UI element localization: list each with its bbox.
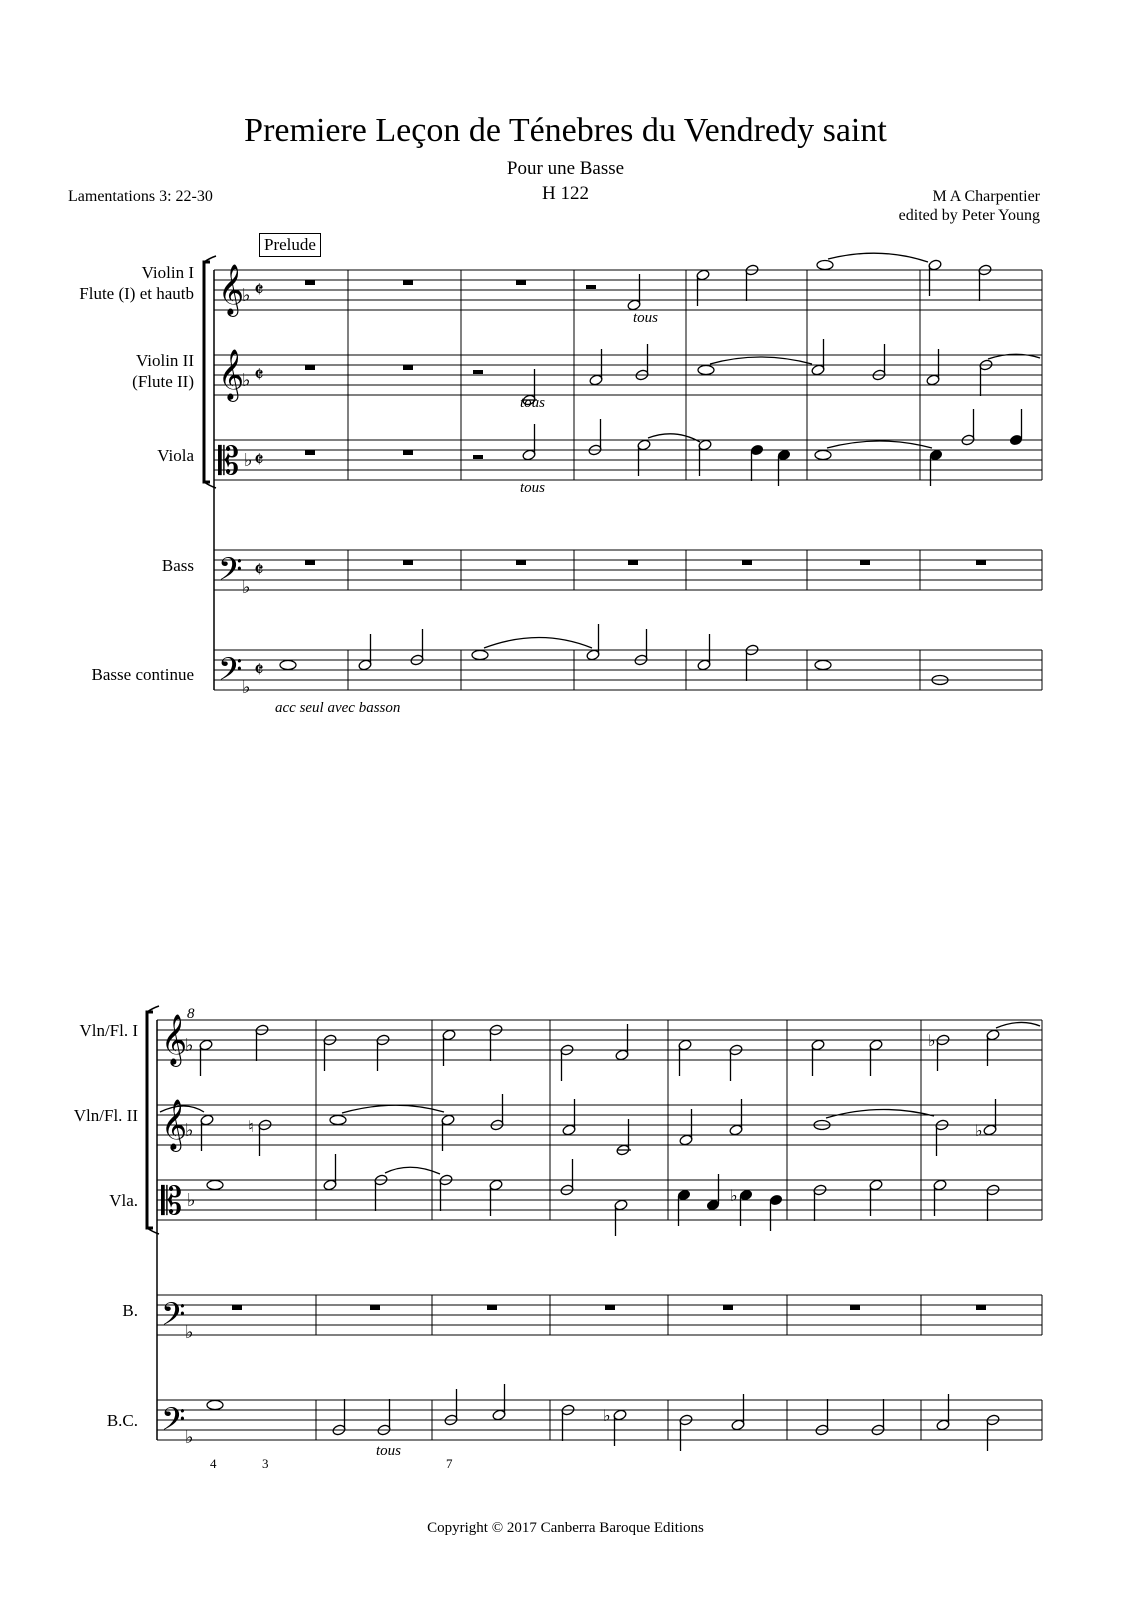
treble-clef-icon: 𝄞 <box>218 264 245 315</box>
bass-clef-icon: 𝄢 <box>218 651 243 695</box>
staff-bass <box>214 550 1042 590</box>
alto-clef-icon: 𝄡 <box>161 1179 183 1223</box>
treble-clef-icon: 𝄞 <box>161 1099 188 1150</box>
flat-accidental-icon: ♭ <box>603 1406 611 1425</box>
flat-accidental-icon: ♭ <box>730 1186 738 1205</box>
composer-name: M A Charpentier <box>932 188 1040 205</box>
bass-clef-icon: 𝄢 <box>161 1296 186 1340</box>
rests-system-2 <box>232 1305 986 1310</box>
rests-system-1 <box>305 280 986 565</box>
key-flat-icon: ♭ <box>185 1427 194 1448</box>
cut-time-icon: 𝄵 <box>254 448 264 473</box>
natural-accidental-icon: ♮ <box>248 1117 254 1136</box>
staff-b <box>157 1295 1042 1335</box>
staff-label-vla: Vla. <box>109 1191 138 1210</box>
bass-clef-icon: 𝄢 <box>161 1401 186 1445</box>
treble-clef-icon: 𝄞 <box>218 349 245 400</box>
system-1 <box>204 256 1042 690</box>
staff-label-continuo: Basse continue <box>91 665 194 684</box>
flat-accidental-icon: ♭ <box>975 1121 983 1140</box>
staff-violin-2 <box>214 355 1042 395</box>
figured-bass-3: 3 <box>262 1456 269 1471</box>
score-subtitle: Pour une Basse <box>506 158 625 179</box>
cut-time-icon: 𝄵 <box>254 363 264 388</box>
figured-bass-7: 7 <box>446 1456 453 1471</box>
cut-time-icon: 𝄵 <box>254 558 264 583</box>
clefs-system-1 <box>218 264 264 698</box>
alto-clef-icon: 𝄡 <box>218 439 240 483</box>
section-marker-prelude: Prelude <box>259 233 321 257</box>
clefs-system-2 <box>161 1014 196 1448</box>
staff-label-viola: Viola <box>157 446 194 465</box>
text-source: Lamentations 3: 22-30 <box>68 188 213 205</box>
staff-label-vln-fl-1: Vln/Fl. I <box>79 1021 138 1040</box>
system-2 <box>147 1006 1042 1440</box>
key-flat-icon: ♭ <box>185 1035 194 1056</box>
cut-time-icon: 𝄵 <box>254 658 264 683</box>
staff-continuo <box>214 650 1042 690</box>
key-flat-icon: ♭ <box>185 1120 194 1141</box>
copyright-footer: Copyright © 2017 Canberra Baroque Editions <box>427 1520 704 1536</box>
key-flat-icon: ♭ <box>242 370 251 391</box>
annotation-tous-viola: tous <box>520 480 546 496</box>
staff-vln-fl-1 <box>157 1020 1042 1060</box>
key-flat-icon: ♭ <box>242 577 251 598</box>
score-title: Premiere Leçon de Ténebres du Vendredy saint <box>244 112 887 149</box>
key-flat-icon: ♭ <box>185 1322 194 1343</box>
figured-bass-4: 4 <box>210 1456 217 1471</box>
catalog-number: H 122 <box>542 183 589 204</box>
notes-system-2 <box>160 1022 1040 1451</box>
bass-clef-icon: 𝄢 <box>218 551 243 595</box>
notes-system-1 <box>280 253 1040 684</box>
key-flat-icon: ♭ <box>242 677 251 698</box>
key-flat-icon: ♭ <box>242 285 251 306</box>
barlines-system-2 <box>316 1020 1042 1440</box>
staff-label-b: B. <box>122 1301 138 1320</box>
staff-vla <box>157 1180 1042 1220</box>
measure-number: 8 <box>187 1006 195 1022</box>
treble-clef-icon: 𝄞 <box>161 1014 188 1065</box>
staff-label-violin-1: Violin I Flute (I) et hautb <box>79 263 194 304</box>
annotation-tous-violin-2: tous <box>520 395 546 411</box>
annotation-tous-violin-1: tous <box>633 310 659 326</box>
staff-bc <box>157 1400 1042 1440</box>
staff-viola <box>214 440 1042 480</box>
key-flat-icon: ♭ <box>244 450 253 471</box>
staff-label-bass: Bass <box>161 556 194 575</box>
staff-label-violin-2: Violin II (Flute II) <box>132 351 194 392</box>
flat-accidental-icon: ♭ <box>928 1031 936 1050</box>
editor-credit: edited by Peter Young <box>898 207 1040 224</box>
annotation-tous-continuo: tous <box>376 1443 402 1459</box>
key-flat-icon: ♭ <box>187 1190 196 1211</box>
staff-label-vln-fl-2: Vln/Fl. II <box>73 1106 138 1125</box>
cut-time-icon: 𝄵 <box>254 278 264 303</box>
annotation-continuo-instruction: acc seul avec basson <box>275 700 401 716</box>
staff-label-bc: B.C. <box>106 1411 138 1430</box>
